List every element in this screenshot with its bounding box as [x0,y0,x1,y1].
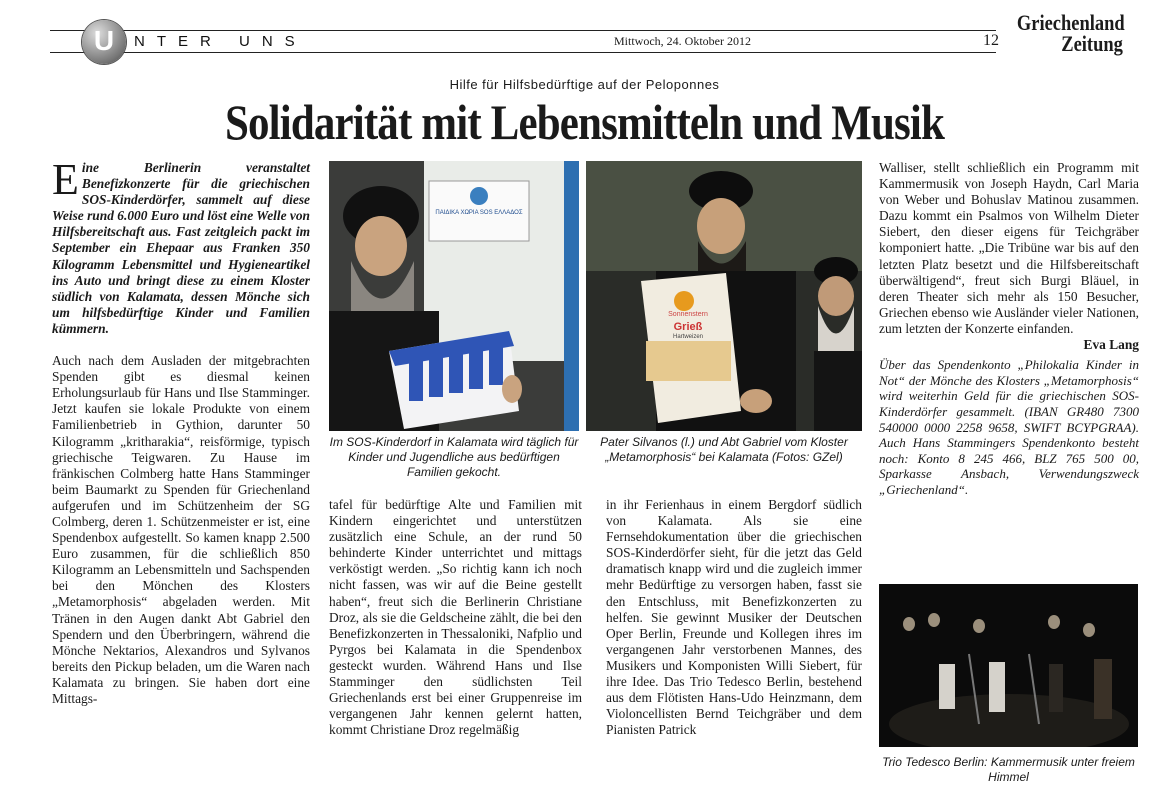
photo-2-bag-brand: Sonnenstern [668,311,708,318]
photo-trio-concert [879,584,1138,747]
column-1 [52,155,310,800]
header-rule-bottom [50,52,996,53]
lead-text: ine Berlinerin veranstaltet Benefizkonzerte für die griechischen SOS-Kinderdörfer, sammelt auf diese Weise rund 6.000 Euro und löst eine Welle von Hilfsbereitschaft aus. Fast zeitgleich packt im September ein Ehepaar aus Franken 350 Kilogramm Lebensmittel und Hygieneartikel ins Auto und bringt diese zu einem Kloster südlich von Kalamata, dessen Mönche sich um hilfsbedürftige Kinder und Familien kümmern. [52,160,310,336]
donation-info: Über das Spendenkonto „Philokalia Kinder in Not“ der Mönche des Klosters „Metamorphosis“ wird weiterhin Geld für die griechischen SOS-Kinderdörfer gesammelt. (IBAN GR480 7300 540000 0000 2258 9658, SWIFT BCYPGRAA). Auch Hans Stammingers Spendenkonto besteht noch: Konto 8 245 466, BLZ 765 500 00, Sparkasse Ansbach, Verwendungszweck „Griechenland“. [879,357,1139,497]
body-text-col4: Walliser, stellt schließlich ein Programm mit Kammermusik von Joseph Haydn, Carl Maria von Weber und Bohuslav Matinou zusammen. Dazu kommt ein Psalmos von Wilhelm Dieter Siebert, den dieser eigens für Teichgräber komponiert hatte. „Die Tribüne war bis auf den letzten Platz besetzt und die Hilfsbereitschaft überwältigend“, freut sich Burgi Bläuel, in deren Theater sich mehr als 150 Besucher, Griechen ebenso wie Ausländer vieler Nationen, zum letzten der Konzerte einfanden. [879,160,1139,336]
photo-2-bag-sub: Hartweizen [672,334,703,340]
body-text-col1: Auch nach dem Ausladen der mitgebrachten Spenden gibt es diesmal keinen Erholungsurlaub für Hans und Ilse Stamminger. Jetzt kaufen sie lokale Produkte von einem Familienbetrieb in Gythion, darunter 50 Kilogramm „kritharakia“, reisförmige, typisch griechische Teigwaren. Zu Hause im fränkischen Colmberg hatte Hans Stamminger beim Baumarkt zu Spenden für Griechenland aufgerufen und im Schützenheim der SG Colmberg, deren 1. Schützenmeister er ist, eine Spendenbox aufgestellt. So kamen knapp 2.500 Euro zusammen, für die schließlich 850 Kilogramm an Lebensmitteln und Sachspenden bei den Mönchen des Klosters „Metamorphosis“ abgeladen werden. Mit Tränen in den Augen dankt Abt Gabriel den Spendern und den Überbringern, während die Mönche Nektarios, Alexandros und Sylvanos bereits den Pickup beladen, um die Waren nach Kalamata zu bringen. Sie haben dort eine Mittags- [52,353,310,706]
photo-monks [586,161,862,431]
photo-2-caption: Pater Silvanos (l.) und Abt Gabriel vom Kloster „Metamorphosis“ bei Kalamata (Fotos: GZel) [600,435,848,464]
column-2 [329,497,582,797]
lead-paragraph [52,155,310,337]
column-3 [606,497,862,797]
newspaper-logo [1012,12,1130,54]
rubric-logo [82,20,126,64]
article-headline: Solidarität mit Lebensmitteln und Musik [224,94,945,150]
rubric-letter: U [93,25,115,56]
article-kicker: Hilfe für Hilfsbedürftige auf der Peloponnes [449,77,720,92]
photo-1-illustration [329,161,579,431]
body-text-col3: in ihr Ferienhaus in einem Bergdorf südlich von Kalamata. Als sie eine Fernsehdokumentation über die griechischen SOS-Kinderdörfer sieht, für die jetzt das Geld dramatisch knapp wird und die zugleich immer mehr Bedürftige zu versorgen haben, fasst sie den Entschluss, mit Benefizkonzerten zu helfen. Sie gewinnt Musiker der Deutschen Oper Berlin, Freunde und Kollegen ihres im vergangenen Jahr verstorbenen Mannes, des Musikers und Komponisten Willi Siebert, für ihre Idee. Das Trio Tedesco Berlin, bestehend aus dem Flötisten Hans-Udo Heinzmann, dem Violoncellisten Bernd Teichgräber und dem Pianisten Patrick [606,497,862,738]
rubric-title: NTER UNS [134,33,307,50]
photo-1-sign-text: ΠΑΙΔΙΚΑ ΧΩΡΙΑ SOS ΕΛΛΑΔΟΣ [435,210,523,216]
page-number: 12 [983,32,999,49]
brand-line-2: Zeitung [1061,31,1123,56]
photo-1-caption: Im SOS-Kinderdorf in Kalamata wird täglich für Kinder und Jugendliche aus bedürftigen Familien gekocht. [329,435,579,479]
brand-line-1: Griechenland [1016,10,1125,35]
issue-date: Mittwoch, 24. Oktober 2012 [614,34,751,48]
drop-cap: E [52,155,79,204]
header-rule-top [50,30,996,31]
column-4 [879,160,1139,580]
photo-2-illustration [586,161,862,431]
body-text-col2: tafel für bedürftige Alte und Familien mit Kindern eingerichtet und unterstützen zusätzlich eine Schule, an der rund 50 behinderte Kinder unterrichtet und mittags verköstigt werden. „So richtig kann ich noch nicht fassen, was wir auf die Beine gestellt haben“, freut sich die Berlinerin Christiane Droz, als sie die Geldscheine zählt, die bei den Benefizkonzerten in Thessaloniki, Nafplio und Pyrgos bei Kalamata in die Spendenbox gesteckt wurden. Während Hans und Ilse Stamminger den südlichsten Teil Griechenlands erst bei einer Gruppenreise im vergangenen Jahr kennen gelernt hatten, kommt Christiane Droz regelmäßig [329,497,582,738]
photo-3-caption: Trio Tedesco Berlin: Kammermusik unter freiem Himmel [882,755,1135,784]
photo-2-bag-product: Grieß [673,321,703,333]
photo-3-illustration [879,584,1138,747]
author-name: Eva Lang [1083,337,1139,353]
photo-sos-kinderdorf [329,161,579,431]
